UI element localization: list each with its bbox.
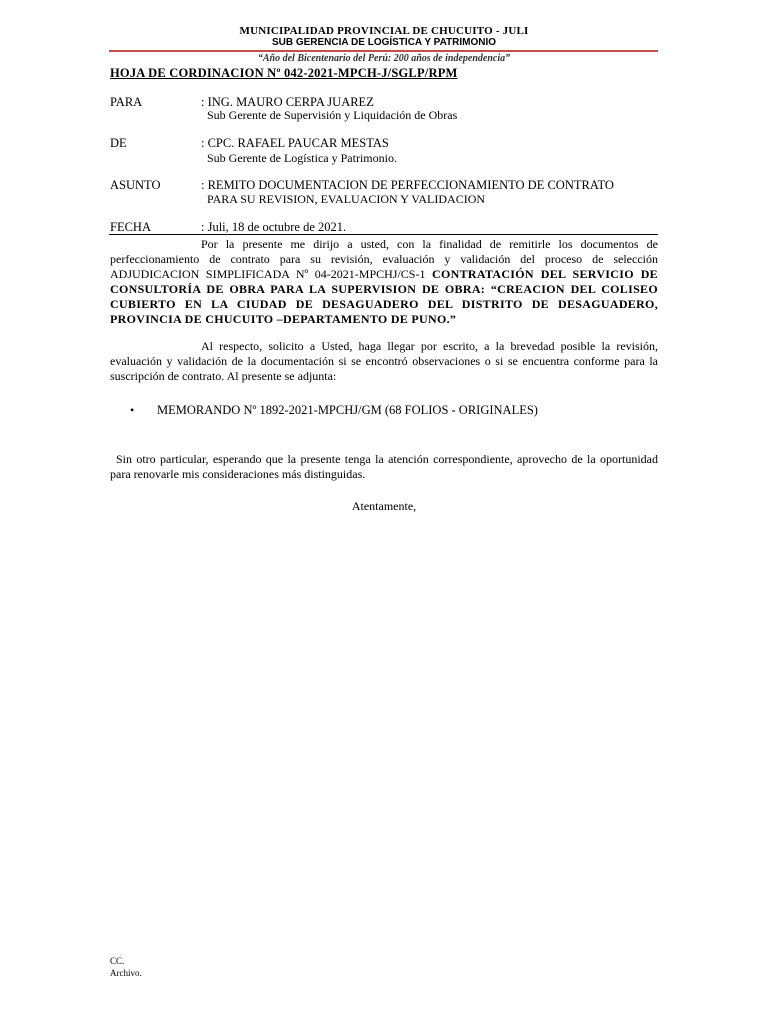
paragraph-1-intro: Por la presente me dirijo a usted, con la finalidad de remitirle los documentos de perfeccionamiento de contrato para su revisión, evaluación y validación del proceso de selección ADJUDICACION SIMPLIFICADA Nº 04-2021-MPCHJ/CS-1 (110, 237, 658, 281)
asunto-label: ASUNTO (110, 178, 161, 192)
body-paragraph-3 (110, 452, 658, 482)
body-paragraph-2 (110, 339, 658, 384)
para-subtitle: Sub Gerente de Supervisión y Liquidación de Obras (207, 108, 458, 122)
bullet-icon: • (130, 403, 135, 417)
closing-salutation: Atentamente, (351, 499, 417, 513)
body-paragraph-1 (110, 237, 658, 327)
de-label: DE (110, 136, 127, 150)
asunto-subtitle: PARA SU REVISION, EVALUACION Y VALIDACION (207, 192, 486, 206)
para-value: : ING. MAURO CERPA JUAREZ (201, 95, 374, 109)
de-value: : CPC. RAFAEL PAUCAR MESTAS (201, 136, 389, 150)
fecha-label: FECHA (110, 220, 151, 234)
attachment-item: MEMORANDO Nº 1892-2021-MPCHJ/GM (68 FOLIOS - ORIGINALES) (157, 403, 538, 417)
de-subtitle: Sub Gerente de Logística y Patrimonio. (207, 151, 397, 165)
fecha-value: : Juli, 18 de octubre de 2021. (201, 220, 347, 234)
paragraph-1-contract-title: CONTRATACIÓN DEL SERVICIO DE CONSULTORÍA DE OBRA PARA LA SUPERVISION DE OBRA: “CREACION DEL COLISEO CUBIERTO EN LA CIUDAD DE DESAGUADERO DEL DISTRITO DE DESAGUADERO, PROVINCIA DE CHUCUITO –DEPARTAMENTO DE PUNO.” (110, 267, 658, 326)
paragraph-3-text: Sin otro particular, esperando que la presente tenga la atención correspondiente, aprovecho de la oportunidad para renovarle mis consideraciones más distinguidas. (110, 452, 658, 481)
header-divider (109, 50, 658, 52)
document-title: HOJA DE CORDINACION Nº 042-2021-MPCH-J/SGLP/RPM (110, 66, 458, 80)
paragraph-2-text: Al respecto, solicito a Usted, haga llegar por escrito, a la brevedad posible la revisión, evaluación y validación de la documentación si se encontró observaciones o si se encuentra conforme para la suscripción de contrato. Al presente se adjunta: (110, 339, 658, 383)
fields-divider (109, 234, 658, 235)
archivo-label: Archivo. (110, 968, 142, 978)
para-label: PARA (110, 95, 143, 109)
asunto-value: : REMITO DOCUMENTACION DE PERFECCIONAMIENTO DE CONTRATO (201, 178, 614, 192)
municipality-name: MUNICIPALIDAD PROVINCIAL DE CHUCUITO - JULI (239, 25, 529, 37)
department-name: SUB GERENCIA DE LOGÍSTICA Y PATRIMONIO (271, 37, 497, 48)
year-motto: “Año del Bicentenario del Perú: 200 años de independencia” (257, 53, 511, 64)
cc-label: CC. (110, 956, 125, 966)
